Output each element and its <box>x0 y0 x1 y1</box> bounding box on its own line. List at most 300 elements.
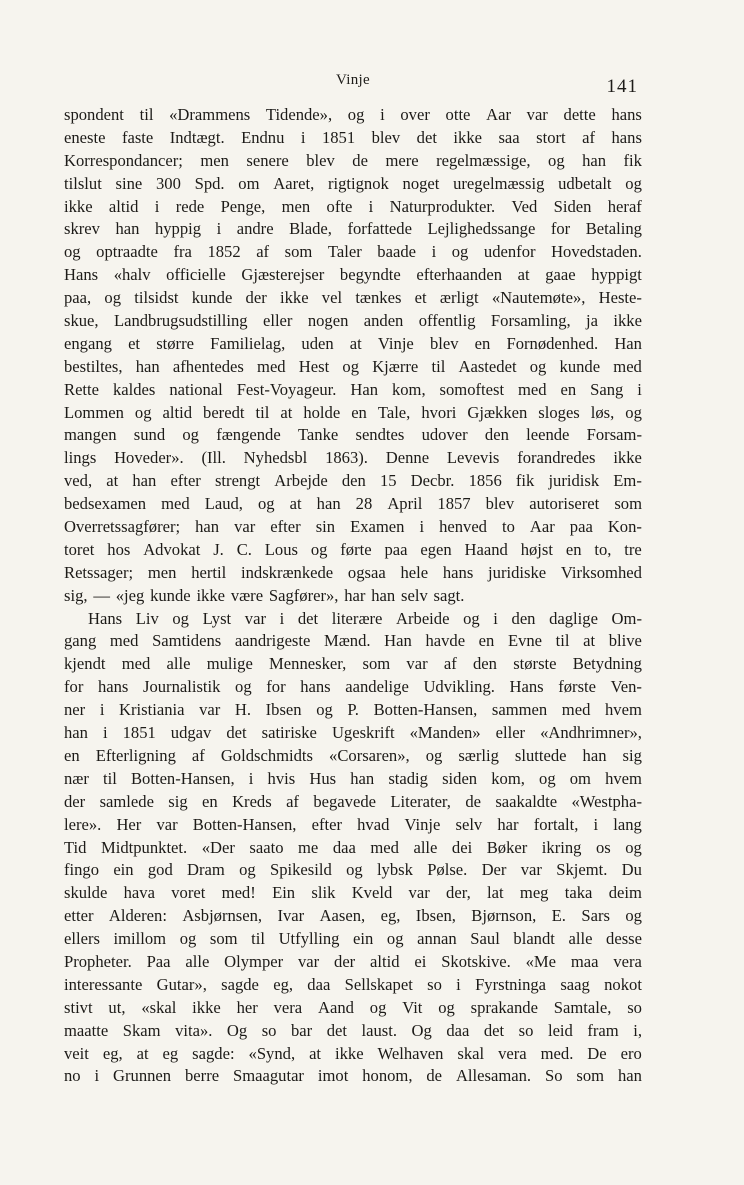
word: dette <box>563 105 596 124</box>
word: «Corsaren», <box>329 745 410 765</box>
word: og <box>463 608 480 628</box>
word: og <box>625 173 642 193</box>
word: skue, <box>64 311 99 331</box>
word: Vit <box>402 997 423 1017</box>
word: Botten-Hansen, <box>130 768 235 788</box>
word: Tale, <box>377 402 411 422</box>
word: første <box>558 677 597 697</box>
word: en <box>202 791 218 811</box>
word: heraf <box>607 196 642 216</box>
word: imillom <box>113 929 167 949</box>
word: var <box>244 608 266 628</box>
word: Udvikling. <box>423 677 495 697</box>
word: de <box>352 150 368 170</box>
word: 1851 <box>122 723 156 743</box>
word: at <box>280 402 293 422</box>
word: sendtes <box>355 425 405 445</box>
word: paa <box>384 539 408 559</box>
word: ja <box>586 311 599 331</box>
word: to <box>501 517 515 537</box>
word: om <box>238 173 260 193</box>
text-line <box>64 264 642 287</box>
word: Naturprodukter. <box>389 196 496 216</box>
word: og <box>179 929 197 949</box>
word: en <box>474 333 491 353</box>
word: regelmæssige, <box>436 150 531 170</box>
word: over <box>400 105 430 124</box>
word: no <box>64 1066 81 1086</box>
word: af <box>191 745 205 765</box>
word: med <box>561 700 591 720</box>
word: Sang <box>590 379 624 399</box>
word: 1863). <box>325 448 368 468</box>
word: som <box>576 1066 605 1086</box>
word: en <box>565 539 582 559</box>
word: større <box>156 333 194 353</box>
word: Familielag, <box>210 333 286 353</box>
word: i <box>419 517 425 537</box>
word: til <box>255 402 270 422</box>
word: et <box>414 288 427 308</box>
word: Sagfører», <box>268 585 339 605</box>
word: udover <box>421 425 468 445</box>
word: Rette <box>64 379 100 399</box>
word: udgav <box>170 723 212 743</box>
word: at <box>309 1043 322 1063</box>
word: Virksomhed <box>560 562 642 582</box>
word: efterhaanden <box>416 265 503 285</box>
word: Om- <box>611 608 642 628</box>
page-number: 141 <box>606 76 638 97</box>
word: saakaldte <box>495 791 558 811</box>
word: 15 <box>379 471 397 491</box>
word: i <box>94 1066 100 1086</box>
word: 28 <box>355 494 373 514</box>
word: slik <box>311 883 336 903</box>
word: Overretssagfører; <box>64 517 181 537</box>
word: og <box>539 768 556 788</box>
word: juridiske <box>488 562 547 582</box>
word: alle <box>413 837 438 857</box>
word: med <box>257 356 286 376</box>
word: 300 <box>155 173 181 193</box>
word: kom, <box>491 768 525 788</box>
text-line <box>64 447 642 470</box>
word: der <box>64 791 86 811</box>
word: ikke <box>192 997 221 1017</box>
word: otte <box>445 105 471 124</box>
word: offentlig <box>418 311 476 331</box>
word: til <box>251 929 265 949</box>
word: det <box>226 723 247 743</box>
word: hertil <box>191 562 227 582</box>
word: at <box>106 471 119 491</box>
word: voret <box>171 883 206 903</box>
word: Gjæsterejser <box>241 265 325 285</box>
word: med <box>121 654 151 674</box>
word: autoriseret <box>529 494 600 514</box>
word: Lejlighedssange <box>427 219 536 239</box>
word: i <box>431 242 437 262</box>
word: forfattede <box>347 219 412 239</box>
word: hvad <box>357 814 390 834</box>
body-text <box>64 104 642 1088</box>
word: Ivar <box>277 906 305 926</box>
word: Lyst <box>202 608 232 628</box>
word: Arbejde <box>274 471 328 491</box>
word: alle <box>185 951 210 971</box>
word: holde <box>303 402 341 422</box>
word: Forsam- <box>586 425 642 445</box>
word: J. <box>213 539 224 559</box>
word: samlede <box>99 791 154 811</box>
word: Ved <box>511 196 538 216</box>
word: hans <box>97 677 129 697</box>
word: aandelige <box>345 677 409 697</box>
word: største <box>513 654 557 674</box>
word: lings <box>64 448 97 468</box>
word: Korrespondancer; <box>64 150 183 170</box>
word: optraadte <box>96 242 158 262</box>
word: Gjækken <box>467 402 528 422</box>
word: den <box>472 654 497 674</box>
word: ikke <box>335 1043 364 1063</box>
word: Betydning <box>572 654 642 674</box>
text-line <box>64 791 642 814</box>
word: og <box>182 425 199 445</box>
word: etter <box>64 906 94 926</box>
word: Aar <box>486 105 511 124</box>
word: Decbr. <box>410 471 455 491</box>
word: Journalistik <box>143 677 221 697</box>
word: baade <box>377 242 416 262</box>
text-line <box>64 768 642 791</box>
word: — <box>93 585 110 605</box>
word: vera <box>273 997 303 1017</box>
word: har <box>344 585 366 605</box>
word: Bøker <box>486 837 528 857</box>
word: literære <box>331 608 383 628</box>
word: Og <box>411 1020 432 1040</box>
word: 1857 <box>437 494 471 514</box>
text-line <box>64 218 642 241</box>
word: vita». <box>175 1020 213 1040</box>
word: So <box>544 1066 563 1086</box>
word: Saul <box>470 929 500 949</box>
word: og <box>548 150 565 170</box>
word: men <box>281 196 311 216</box>
word: og <box>64 242 81 262</box>
word: os <box>595 837 611 857</box>
word: var <box>406 654 428 674</box>
word: toret <box>64 539 95 559</box>
word: egen <box>420 539 452 559</box>
word: ero <box>620 1043 642 1063</box>
word: ikke <box>196 585 226 605</box>
word: lybsk <box>376 860 413 880</box>
word: blive <box>608 631 642 651</box>
word: og <box>625 906 642 926</box>
word: vera <box>613 951 642 971</box>
word: for <box>266 677 286 697</box>
word: maatte <box>64 1020 109 1040</box>
word: «Andhrimner», <box>540 723 642 743</box>
word: selv <box>455 814 483 834</box>
word: uregelmæssig <box>453 173 545 193</box>
text-line <box>64 699 642 722</box>
word: rigtignok <box>327 173 389 193</box>
word: sund <box>133 425 166 445</box>
word: «jeg <box>115 585 145 605</box>
word: ut, <box>108 997 126 1017</box>
word: rede <box>175 196 205 216</box>
word: nær <box>64 768 89 788</box>
word: (Ill. <box>201 448 226 468</box>
word: stadig <box>388 768 428 788</box>
word: og <box>369 997 387 1017</box>
word: i <box>300 127 306 147</box>
word: Og <box>226 1020 248 1040</box>
word: kjendt <box>64 654 106 674</box>
word: stivt <box>64 997 93 1017</box>
word: Botten-Hansen, <box>373 700 478 720</box>
text-line <box>64 653 642 676</box>
word: afhentedes <box>172 356 244 376</box>
word: med <box>161 494 190 514</box>
word: har <box>497 814 519 834</box>
word: «Manden» <box>409 723 481 743</box>
word: ikke <box>64 196 93 216</box>
word: Liv <box>135 608 159 628</box>
word: Kreds <box>232 791 272 811</box>
word: kaldes <box>112 379 156 399</box>
word: national <box>169 379 223 399</box>
word: Aasen, <box>319 906 366 926</box>
word: var <box>520 860 542 880</box>
word: spondent <box>64 105 124 124</box>
word: Botten-Hansen, <box>192 814 297 834</box>
word: Paa <box>146 951 171 971</box>
word: i <box>216 219 222 239</box>
word: gaae <box>545 265 576 285</box>
word: skal <box>457 1043 485 1063</box>
word: eller <box>262 311 293 331</box>
word: paa, <box>64 288 92 308</box>
word: tænkes <box>355 288 402 308</box>
word: nogen <box>307 311 349 331</box>
word: fra <box>173 242 192 262</box>
word: var <box>297 951 320 971</box>
word: kunde <box>559 356 601 376</box>
word: April <box>387 494 423 514</box>
word: fængende <box>216 425 281 445</box>
word: ved, <box>64 471 93 491</box>
word: i <box>493 608 498 628</box>
word: var <box>234 517 256 537</box>
word: ikke <box>279 288 309 308</box>
word: som <box>284 242 313 262</box>
text-line <box>64 859 642 882</box>
word: Tid <box>64 837 87 857</box>
word: i <box>368 196 374 216</box>
word: noget <box>402 173 440 193</box>
word: han <box>316 494 341 514</box>
word: til <box>139 105 154 124</box>
text-line <box>64 1065 642 1088</box>
word: og <box>104 288 122 308</box>
word: saato <box>249 837 284 857</box>
word: fingo <box>64 860 100 880</box>
word: den <box>341 471 366 491</box>
word: der <box>245 288 267 308</box>
word: Lous <box>264 539 298 559</box>
word: Allesaman. <box>455 1066 532 1086</box>
word: Ven- <box>610 677 642 697</box>
text-line <box>64 470 642 493</box>
word: af <box>443 654 457 674</box>
text-line <box>64 333 642 356</box>
word: Han <box>614 333 642 353</box>
text-line <box>64 676 642 699</box>
word: være <box>230 585 264 605</box>
word: her <box>236 997 258 1017</box>
word: so <box>427 974 442 994</box>
word: som <box>614 494 642 514</box>
word: Nyhedsbl <box>243 448 308 468</box>
word: og <box>257 494 275 514</box>
text-line <box>64 241 642 264</box>
word: Olymper <box>224 951 284 971</box>
word: E. <box>551 906 566 926</box>
word: han <box>135 356 160 376</box>
word: Grunnen <box>113 1066 172 1086</box>
word: særlig <box>458 745 499 765</box>
text-line <box>64 493 642 516</box>
text-line <box>64 585 642 608</box>
word: det <box>297 608 319 628</box>
word: nokot <box>604 974 642 994</box>
word: i, <box>633 1020 642 1040</box>
word: Aaret, <box>273 173 315 193</box>
text-line <box>64 630 642 653</box>
word: Vinje <box>404 814 441 834</box>
word: Ibsen <box>265 700 302 720</box>
word: i <box>102 723 108 743</box>
word: Goldschmidts <box>220 745 314 765</box>
word: de <box>465 791 481 811</box>
word: Aar <box>529 517 555 537</box>
word: hava <box>123 883 155 903</box>
word: anden <box>363 311 404 331</box>
word: han <box>64 723 88 743</box>
word: i <box>99 700 105 720</box>
word: sagde <box>221 974 259 994</box>
word: en <box>478 631 495 651</box>
text-line <box>64 539 642 562</box>
word: leid <box>547 1020 573 1040</box>
word: at <box>349 333 362 353</box>
word: og <box>342 356 359 376</box>
word: blev <box>306 150 335 170</box>
word: et <box>128 333 141 353</box>
word: og <box>239 860 256 880</box>
word: andre <box>236 219 274 239</box>
word: eg, <box>273 974 294 994</box>
word: ner <box>64 700 86 720</box>
word: strengt <box>214 471 261 491</box>
word: honom, <box>362 1066 413 1086</box>
word: alle <box>568 929 593 949</box>
word: ellers <box>64 929 100 949</box>
word: Samtale, <box>553 997 612 1017</box>
page-header <box>64 66 642 96</box>
word: blev <box>485 494 515 514</box>
word: og <box>438 997 455 1017</box>
word: hans <box>611 105 642 124</box>
word: skulde <box>64 883 108 903</box>
word: «Drammens <box>169 105 251 124</box>
word: fik <box>515 471 535 491</box>
word: «Westpha- <box>571 791 642 811</box>
word: udbetalt <box>558 173 612 193</box>
word: Efterligning <box>95 745 176 765</box>
word: var <box>408 883 430 903</box>
word: det <box>416 127 437 147</box>
word: Evne <box>507 631 543 651</box>
word: leende <box>526 425 570 445</box>
word: eg, <box>380 906 401 926</box>
word: Kon- <box>607 517 642 537</box>
word: Kristiania <box>119 700 185 720</box>
text-line <box>64 562 642 585</box>
word: kom, <box>391 379 426 399</box>
word: hvori <box>421 402 457 422</box>
word: Arbeide <box>396 608 450 628</box>
word: meg <box>519 883 549 903</box>
word: sagt. <box>433 585 465 605</box>
word: siden <box>442 768 478 788</box>
word: senere <box>246 150 289 170</box>
word: hans <box>442 562 474 582</box>
word: De <box>587 1043 607 1063</box>
word: uden <box>301 333 334 353</box>
word: veit <box>64 1043 89 1063</box>
word: Betaling <box>585 219 642 239</box>
word: ofte <box>326 196 353 216</box>
word: sine <box>115 173 143 193</box>
text-line <box>64 997 642 1020</box>
word: Forsamling, <box>490 311 571 331</box>
word: at <box>136 1043 149 1063</box>
word: af <box>256 242 270 262</box>
word: en <box>64 745 80 765</box>
word: var <box>156 814 178 834</box>
word: efter <box>170 471 201 491</box>
word: Utfylling <box>278 929 340 949</box>
text-line <box>64 722 642 745</box>
word: paa <box>569 517 593 537</box>
text-line <box>64 745 642 768</box>
text-line <box>64 882 642 905</box>
word: Spikesild <box>270 860 332 880</box>
word: H. <box>234 700 252 720</box>
word: til <box>555 631 570 651</box>
word: Examen <box>350 517 405 537</box>
text-line <box>64 424 642 447</box>
word: sagde: <box>192 1043 235 1063</box>
word: «Synd, <box>248 1043 296 1063</box>
word: blev <box>371 127 401 147</box>
